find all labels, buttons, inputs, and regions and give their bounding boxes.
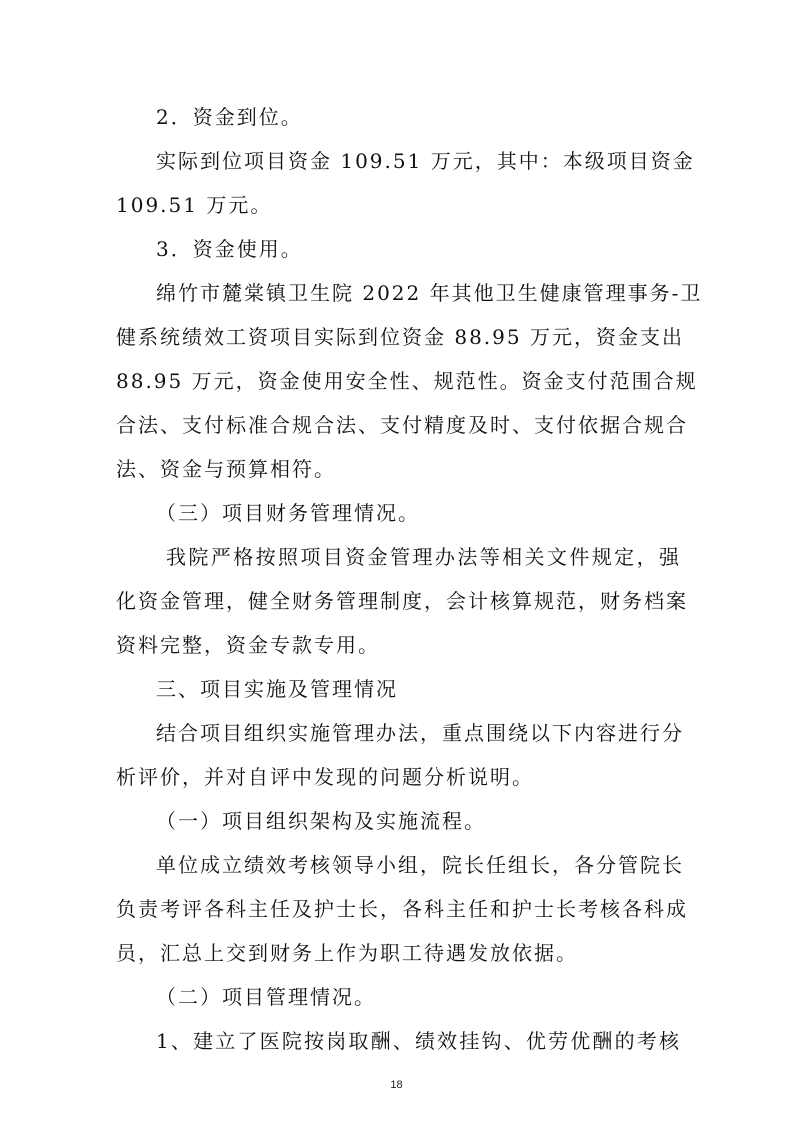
paragraph-line: 88.95 万元，资金使用安全性、规范性。资金支付范围合规 [116,369,698,393]
heading-project-management: （二）项目管理情况。 [156,985,376,1009]
paragraph-line: 员，汇总上交到财务上作为职工待遇发放依据。 [116,941,578,965]
paragraph-line: 资料完整，资金专款专用。 [116,633,380,657]
paragraph-line: 结合项目组织实施管理办法，重点围绕以下内容进行分 [156,721,684,745]
heading-financial-management: （三）项目财务管理情况。 [156,501,420,525]
paragraph-line: 健系统绩效工资项目实际到位资金 88.95 万元，资金支出 [116,325,684,349]
heading-organization-structure: （一）项目组织架构及实施流程。 [156,809,486,833]
paragraph-line: 实际到位项目资金 109.51 万元，其中：本级项目资金 [156,149,695,173]
heading-funds-usage: 3．资金使用。 [156,237,303,261]
paragraph-line: 析评价，并对自评中发现的问题分析说明。 [116,765,534,789]
paragraph-line: 109.51 万元。 [116,193,273,217]
paragraph-line: 合法、支付标准合规合法、支付精度及时、支付依据合规合 [116,413,688,437]
paragraph-line: 绵竹市麓棠镇卫生院 2022 年其他卫生健康管理事务-卫 [156,281,703,305]
page-number: 18 [390,1079,403,1091]
paragraph-line: 法、资金与预算相符。 [116,457,336,481]
paragraph-line: 我院严格按照项目资金管理办法等相关文件规定，强 [166,545,681,569]
paragraph-line: 1、建立了医院按岗取酬、绩效挂钩、优劳优酬的考核 [156,1029,681,1053]
paragraph-line: 单位成立绩效考核领导小组，院长任组长，各分管院长 [156,853,684,877]
heading-implementation: 三、项目实施及管理情况 [156,677,398,701]
paragraph-line: 负责考评各科主任及护士长，各科主任和护士长考核各科成 [116,897,688,921]
heading-funds-in-place: 2．资金到位。 [156,105,303,129]
paragraph-line: 化资金管理，健全财务管理制度，会计核算规范，财务档案 [116,589,688,613]
